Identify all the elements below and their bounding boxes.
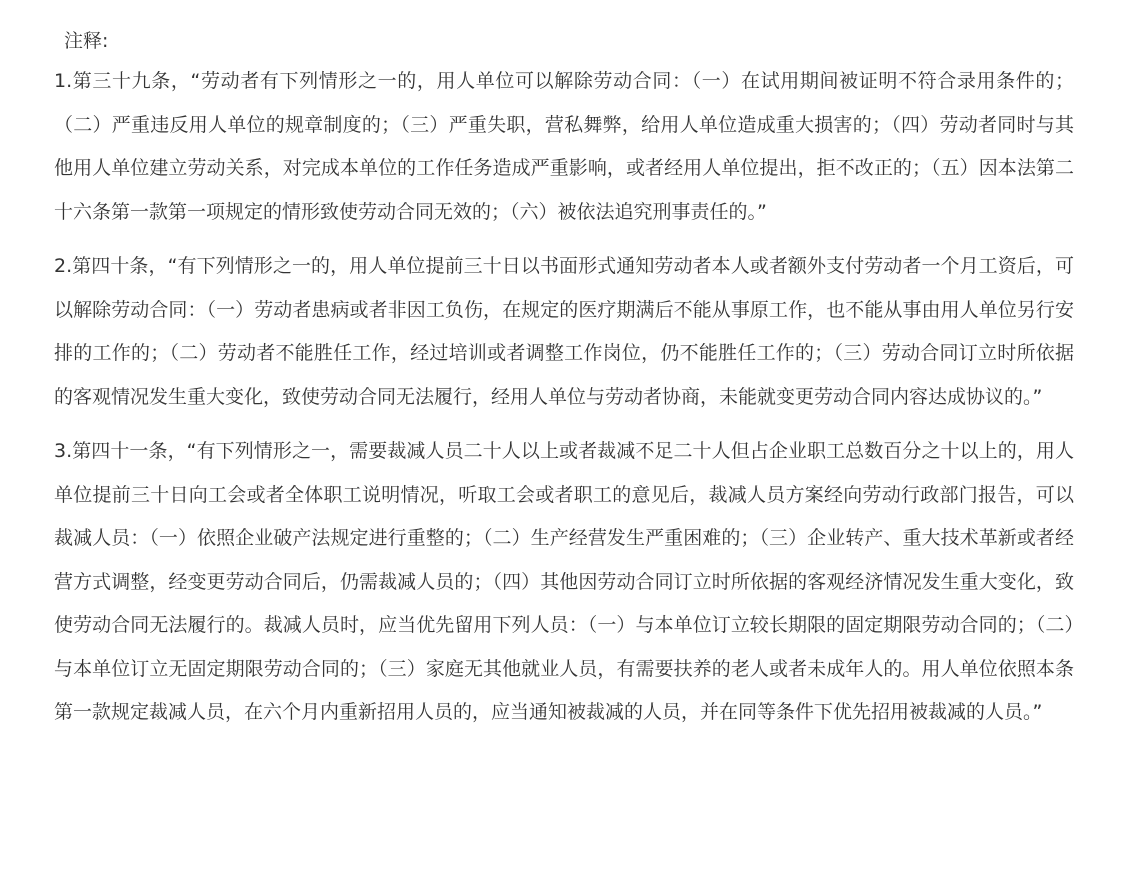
- paragraph-article-40: 2.第四十条，“有下列情形之一的，用人单位提前三十日以书面形式通知劳动者本人或者额外支付劳动者一个月工资后，可以解除劳动合同：（一）劳动者患病或者非因工负伤，在规定的医疗期满后不能从事原工作，也不能从事由用人单位另行安排的工作的；（二）劳动者不能胜任工作，经过培训或者调整工作岗位，仍不能胜任工作的；（三）劳动合同订立时所依据的客观情况发生重大变化，致使劳动合同无法履行，经用人单位与劳动者协商，未能就变更劳动合同内容达成协议的。”: [54, 255, 1074, 408]
- paragraph-article-41: 3.第四十一条，“有下列情形之一，需要裁减人员二十人以上或者裁减不足二十人但占企业职工总数百分之十以上的，用人单位提前三十日向工会或者全体职工说明情况，听取工会或者职工的意见后，裁减人员方案经向劳动行政部门报告，可以裁减人员：（一）依照企业破产法规定进行重整的；（二）生产经营发生严重困难的；（三）企业转产、重大技术革新或者经营方式调整，经变更劳动合同后，仍需裁减人员的；（四）其他因劳动合同订立时所依据的客观经济情况发生重大变化，致使劳动合同无法履行的。裁减人员时，应当优先留用下列人员：（一）与本单位订立较长期限的固定期限劳动合同的；（二）与本单位订立无固定期限劳动合同的；（三）家庭无其他就业人员，有需要扶养的老人或者未成年人的。用人单位依照本条第一款规定裁减人员，在六个月内重新招用人员的，应当通知被裁减的人员，并在同等条件下优先招用被裁减的人员。”: [54, 440, 1074, 723]
- note-title: 注释:: [64, 30, 109, 52]
- paragraph-article-39: 1.第三十九条，“劳动者有下列情形之一的，用人单位可以解除劳动合同：（一）在试用期间被证明不符合录用条件的；（二）严重违反用人单位的规章制度的；（三）严重失职，营私舞弊，给用人单位造成重大损害的；（四）劳动者同时与其他用人单位建立劳动关系，对完成本单位的工作任务造成严重影响，或者经用人单位提出，拒不改正的；（五）因本法第二十六条第一款第一项规定的情形致使劳动合同无效的；（六）被依法追究刑事责任的。”: [54, 70, 1074, 223]
